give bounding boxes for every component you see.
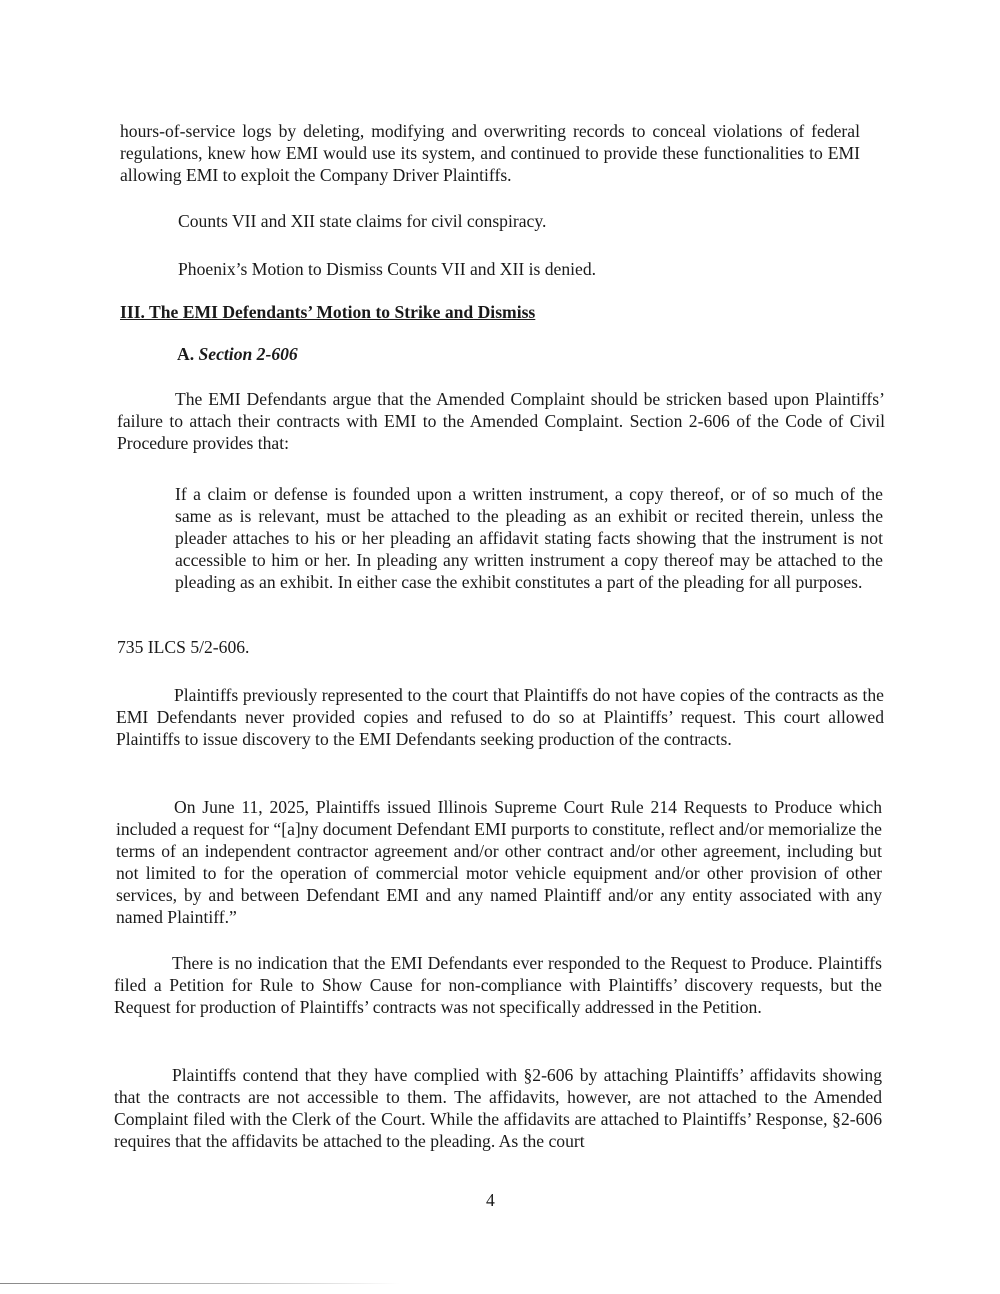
page-number: 4 [486, 1190, 495, 1210]
footer-rule [0, 1283, 400, 1284]
paragraph-emi-argument: The EMI Defendants argue that the Amended Complaint should be stricken based upon Plaintiffs’ failure to attach their contracts with EMI to the Amended Complaint. Section 2-606 of the Code of Civil Procedure provides that: [117, 389, 885, 453]
section-heading: III. The EMI Defendants’ Motion to Strike and Dismiss [120, 302, 536, 322]
paragraph-affidavits: Plaintiffs contend that they have complied with §2-606 by attaching Plaintiffs’ affidavits showing that the contracts are not accessible to them. The affidavits, however, are not attached to the Amended Complaint filed with the Clerk of the Court. While the affidavits are attached to Plaintiffs’ Response, §2-606 requires that the affidavits be attached to the pleading. As the court [114, 1065, 882, 1151]
paragraph-continuation: hours-of-service logs by deleting, modifying and overwriting records to conceal violations of federal regulations, knew how EMI would use its system, and continued to provide these functionalities to EMI allowing EMI to exploit the Company Driver Plaintiffs. [120, 121, 860, 185]
subsection-label: A. [177, 344, 195, 364]
paragraph-counts-conspiracy: Counts VII and XII state claims for civil conspiracy. [178, 211, 547, 231]
subsection-title: Section 2-606 [198, 344, 298, 364]
block-quote-statute: If a claim or defense is founded upon a written instrument, a copy thereof, or of so much of the same as is relevant, must be attached to the pleading as an exhibit or recited therein, unless the pleader attaches to his or her pleading an affidavit stating facts showing that the instrument is not accessible to him or her. In pleading any written instrument a copy thereof may be attached to the pleading as an exhibit. In either case the exhibit constitutes a part of the pleading for all purposes. [175, 484, 883, 592]
citation: 735 ILCS 5/2-606. [117, 637, 250, 657]
paragraph-no-response: There is no indication that the EMI Defendants ever responded to the Request to Produce. Plaintiffs filed a Petition for Rule to Show Cause for non-compliance with Plaintiffs’ discovery requests, but the Request for production of Plaintiffs’ contracts was not specifically addressed in the Petition. [114, 953, 882, 1017]
subsection-heading [177, 344, 298, 365]
paragraph-plaintiffs-represented: Plaintiffs previously represented to the court that Plaintiffs do not have copies of the contracts as the EMI Defendants never provided copies and refused to do so at Plaintiffs’ request. This court allowed Plaintiffs to issue discovery to the EMI Defendants seeking production of the contracts. [116, 685, 884, 749]
paragraph-rule-214-request: On June 11, 2025, Plaintiffs issued Illinois Supreme Court Rule 214 Requests to Produce which included a request for “[a]ny document Defendant EMI purports to constitute, reflect and/or memorialize the terms of an independent contractor agreement and/or other contract and/or other agreement, including but not limited to for the operation of commercial motor vehicle equipment and/or other provision of other services, by and between Defendant EMI and any named Plaintiff and/or any entity associated with any named Plaintiff.” [116, 797, 882, 927]
paragraph-motion-denied: Phoenix’s Motion to Dismiss Counts VII and XII is denied. [178, 259, 597, 279]
